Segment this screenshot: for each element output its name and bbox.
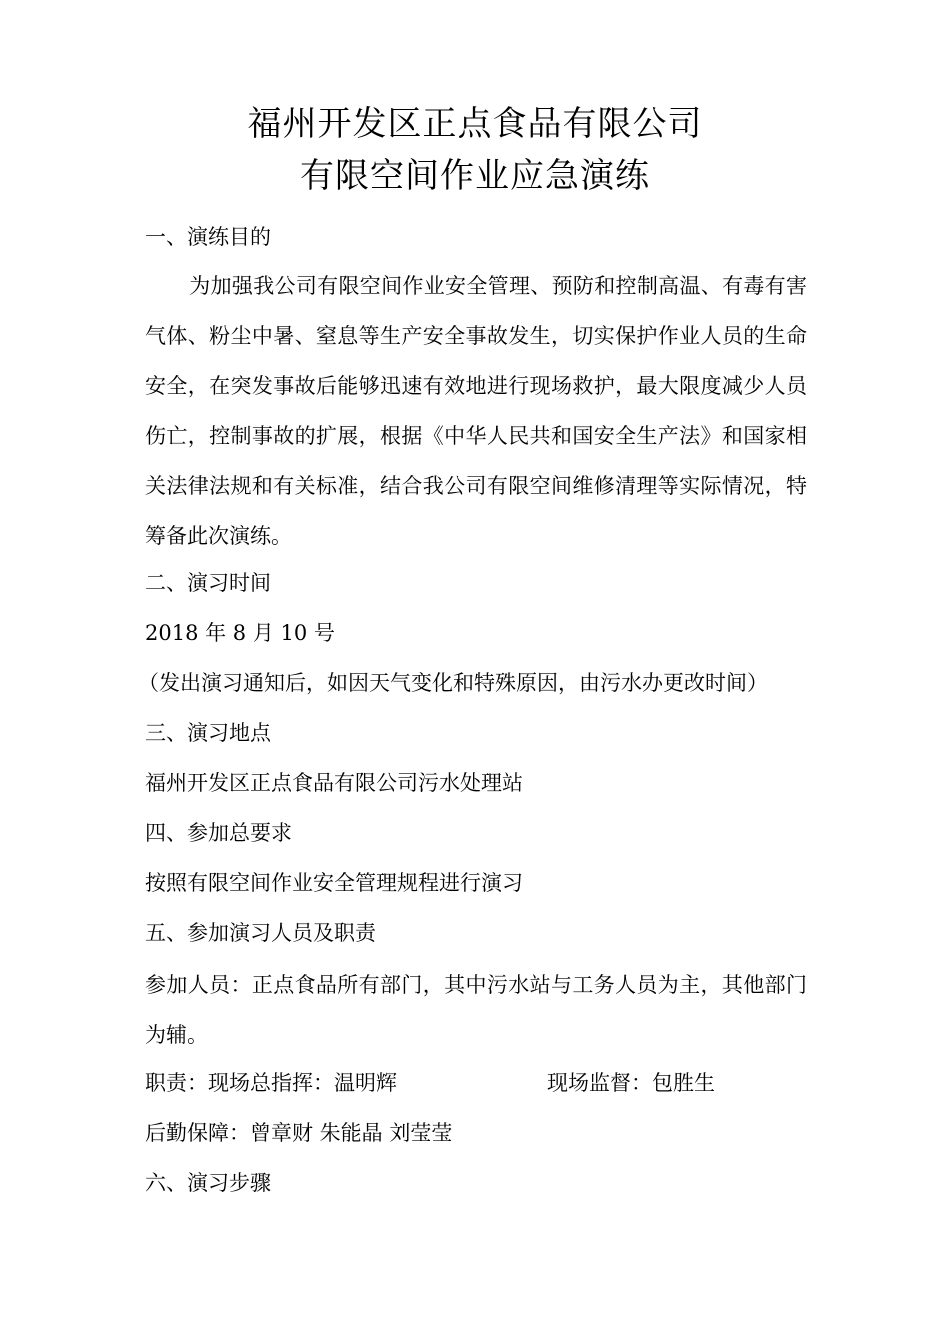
section-5-heading: 五、参加演习人员及职责 [145,921,376,945]
section-2-heading: 二、演习时间 [145,571,271,595]
duty-commander: 职责：现场总指挥：温明辉 [145,1071,397,1095]
section-1-body [145,261,807,561]
document-title-line2: 有限空间作业应急演练 [300,156,650,196]
document-title-line1: 福州开发区正点食品有限公司 [247,104,703,144]
section-6-heading: 六、演习步骤 [145,1171,271,1195]
section-1-body-text: 为加强我公司有限空间作业安全管理、预防和控制高温、有毒有害气体、粉尘中暑、窒息等生产安全事故发生，切实保护作业人员的生命安全，在突发事故后能够迅速有效地进行现场救护，最大限度减少人员伤亡，控制事故的扩展，根据《中华人民共和国安全生产法》和国家相关法律法规和有关标准，结合我公司有限空间维修清理等实际情况，特筹备此次演练。 [145,274,807,548]
section-1-heading: 一、演练目的 [145,225,271,249]
logistics-support: 后勤保障：曾章财 朱能晶 刘莹莹 [145,1121,453,1145]
section-3-heading: 三、演习地点 [145,721,271,745]
section-4-heading: 四、参加总要求 [145,821,292,845]
duty-supervisor: 现场监督：包胜生 [547,1071,715,1095]
drill-location: 福州开发区正点食品有限公司污水处理站 [145,771,523,795]
drill-date: 2018 年 8 月 10 号 [145,621,335,645]
general-requirements: 按照有限空间作业安全管理规程进行演习 [145,871,523,895]
participants-paragraph: 参加人员：正点食品所有部门，其中污水站与工务人员为主，其他部门为辅。 [145,973,807,1047]
drill-date-note: （发出演习通知后，如因天气变化和特殊原因，由污水办更改时间） [138,671,768,695]
